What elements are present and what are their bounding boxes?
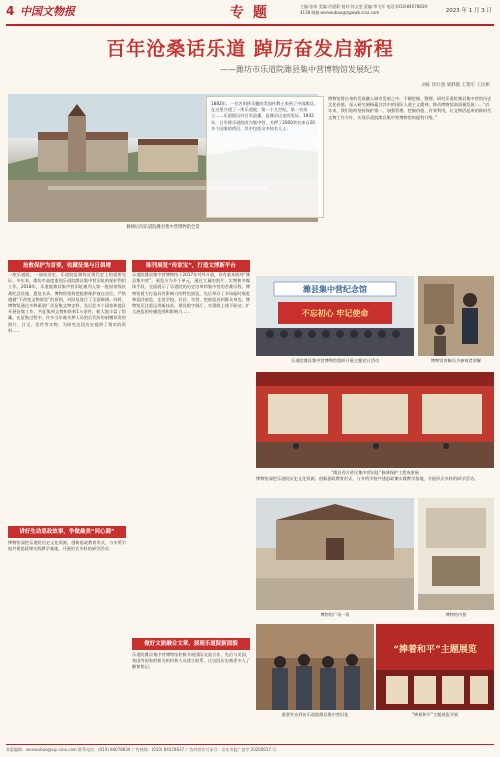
photo-caption-museum-plaza: 博物馆广场一角 xyxy=(320,612,350,617)
column-1b-text: 博物馆深挖乐道院历史文化资源，创新思政教育形式，与多所学校共建思政课实践教学基地，开展形式多样的研学活动。 xyxy=(8,540,126,552)
photo-foreign-visitors xyxy=(256,624,374,710)
masthead xyxy=(0,0,500,28)
photo-caption-guide: 博物馆讲解员为参观者讲解 xyxy=(430,358,482,363)
museum-sign-text: 潍县集中营纪念馆 xyxy=(303,285,367,294)
footer-info: 本版编辑：wenwubao@vip.sina.com 联系电话：(010) 84078839 广告热线：(010) 84078837 广告经营许可证号：京东市监广登字 20200017 号 xyxy=(6,747,277,752)
article-byline: 刘栋 崔红燕 梁静璇 王翔军 王培彬 xyxy=(421,83,490,88)
column-2-text: 乐道院潍县集中营博物馆于2017年对外开放，设有基本陈列“潍县集中营”，展览分为多个单元，通过大量的图片、实物和多媒体手段，全面展示了乐道院的历史沿革和集中营的苦难历程。博物馆着力打造具有影响力的特色展览，先后举办了多场临时展览和巡回展览，走进学校、社区、军营，把展览送到群众身边。博物馆还注重运用新技术，建设数字展厅，实现线上线下联动，扩大展览的传播范围和影响力…… xyxy=(132,272,250,315)
column-1-text: 一座乐道院，一部血泪史。乐道院是潍坊近现代史上的重要见证。多年来，潍坊市高度重视乐道院潍县集中营旧址的保护利用工作。2018年，乐道院潍县集中营旧址被列入第一批国家级抗战纪念设施、遗址名录。博物馆坚持把抢救保护放在首位，严格遵循“不改变文物原状”的原则，对旧址进行了全面修缮。同时，博物馆通过多种渠道广泛征集文物史料，先后赴多个国家和地区开展征集工作，共征集到文物和资料1万余件，极大地丰富了馆藏。在征集过程中，许多当年被关押人员的后代纷纷捐赠珍贵的照片、日记、信件等实物，为研究这段历史提供了翔实的资料…… xyxy=(8,272,126,333)
article-subtitle: ——潍坊市乐道院潍县集中营博物馆发展纪实 xyxy=(220,65,380,74)
lead-text: 1882年，一位名叫狄乐播的美国传教士来到了中国潍县，在这里兴建了一所乐道院，第一个九世纪，第一名弟子……乐道院历经百年沧桑，是潍县历史的见证。1942年，日军将乐道院改为集中营，关押了2000余名来自20多个国家的侨民，其中包括众多知名人士。 xyxy=(206,96,324,218)
page-number: 4 xyxy=(6,4,15,18)
section-heading-education: 讲好生动思政故事，争做最美“同心圆” xyxy=(8,526,126,538)
footer-rule xyxy=(6,744,494,745)
photo-museum-interior xyxy=(418,498,494,610)
photo-museum-plaza xyxy=(256,498,414,610)
article-title: 百年沧桑话乐道 踔厉奋发启新程 xyxy=(106,38,394,60)
section-heading-tourism: 做好文旅融合文章，展现乐道院新面貌 xyxy=(132,638,250,650)
issue-date: 2023 年 1 月 3 日 xyxy=(445,8,492,14)
column-2b-text: 乐道院潍县集中营博物馆积极开展国际交流合作，先后与美国、英国等国家的相关机构和人员建立联系，让这段历史被更多人了解和铭记。 xyxy=(132,652,250,670)
photo-peace-exhibition xyxy=(376,624,494,710)
section-heading-collection: 抢救保护为首要，收藏征集与日俱增 xyxy=(8,260,126,272)
section-tag: 专 题 xyxy=(230,5,269,21)
photo-caption-peace-exhibition: “捧着和平”主题展览开展 xyxy=(411,712,459,717)
photo-caption-party-activity: 乐道院潍县集中营博物馆组织开展主题党日活动 xyxy=(291,358,379,363)
header-rule xyxy=(6,24,494,26)
lead-photo-caption: 修缮后的乐道院潍县集中营博物馆全景 xyxy=(126,225,200,230)
photo-party-activity xyxy=(256,276,414,356)
paper-name: 中国文物报 xyxy=(20,5,75,18)
right-intro-text: 博物馆将自身的发展融入城市发展之中，不断挖掘、整理、研究乐道院潍县集中营的历史文化价值，深入研究阐释蕴含其中的国际人道主义精神，推动博物馆高质量发展……“近年来，我们始终坚持保护第一、加强管理、挖掘价值、有效利用，让文物活起来的新时代文物工作方针，实现乐道院潍县集中营博物馆的提档升级。” xyxy=(328,96,492,120)
editor-line: 主编:张伟 美编:肖建莉 校对:何文雯 责编:李飞军 电话:(010)84078839-4136 邮箱:wenwubao@zgwwb.sina.com xyxy=(300,4,429,15)
party-slogan-text: 不忘初心 牢记使命 xyxy=(301,309,369,318)
photo-guide xyxy=(418,276,494,356)
peace-banner-text: “捧着和平”主题展览 xyxy=(393,645,477,655)
photo-caption-museum-interior: 博物馆内景 xyxy=(445,612,467,617)
middle-right-text: 博物馆深挖乐道院历史文化资源，创新思政教育形式，与多所学校共建思政课实践教学基地，开展形式多样的研学活动。 xyxy=(256,476,478,481)
photo-exhibition-hall xyxy=(256,372,494,468)
photo-caption-exhibition-hall: “潍县西方侨民集中营旧址”修缮保护工程成果展 xyxy=(330,470,420,475)
section-heading-exhibition: 陈列展览“传家宝”，打造文博新平台 xyxy=(132,260,250,272)
photo-caption-foreign-visitors: 重要外宾到访乐道院潍县集中营旧址 xyxy=(281,712,349,717)
